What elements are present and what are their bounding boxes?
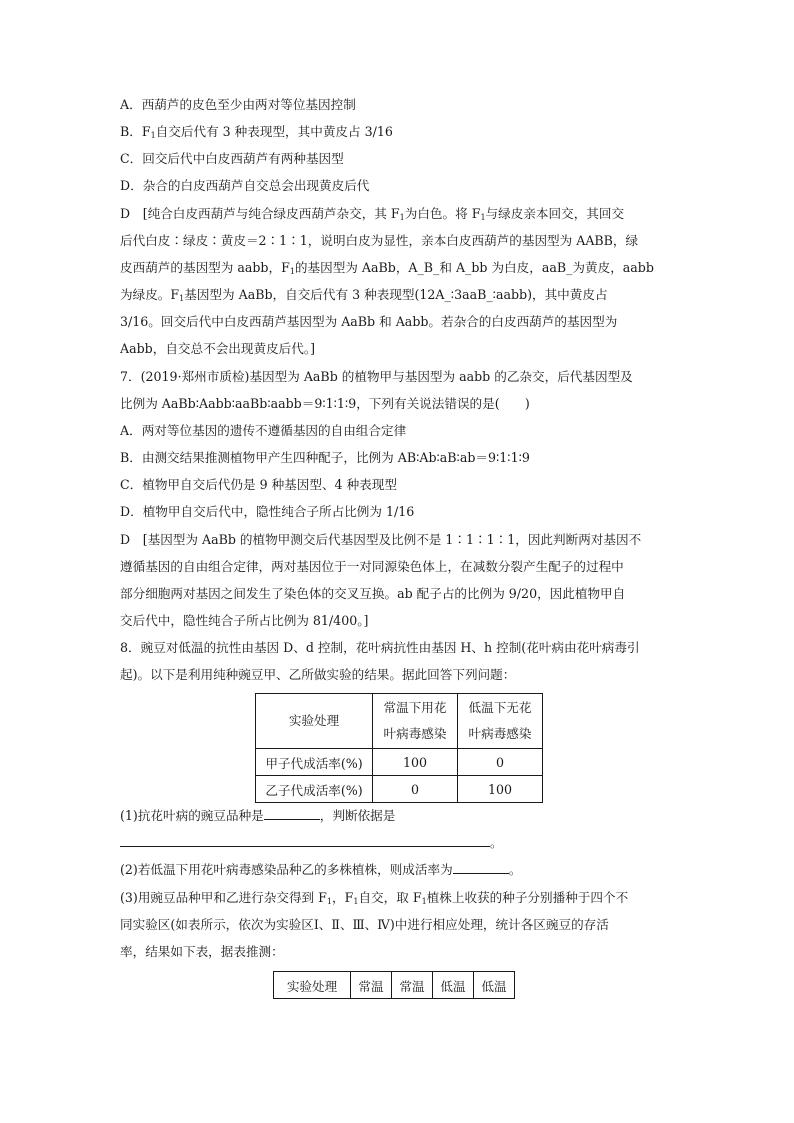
experiment-result-table — [255, 693, 543, 803]
q8-sub1-cont: 。 — [120, 833, 680, 853]
q7-answer-line: 部分细胞两对基因之间发生了染色体的交叉互换。ab 配子占的比例为 9/20，因此植物甲自 — [120, 586, 626, 601]
q6-answer-line: 后代白皮∶绿皮∶黄皮＝2∶1∶1，说明白皮为显性，亲本白皮西葫芦的基因型为 AABB，绿 — [120, 233, 639, 248]
table-cell: 0 — [373, 776, 458, 803]
q7-option-d: D．植物甲自交后代中，隐性纯合子所占比例为 1/16 — [120, 504, 415, 519]
table-header-cell: 常温下用花 叶病毒感染 — [373, 694, 458, 749]
answer-blank[interactable] — [264, 806, 320, 820]
table-cell: 甲子代成活率(%) — [256, 749, 373, 776]
q8-sub2: (2)若低温下用花叶病毒感染品种乙的多株植株，则成活率为 。 — [120, 862, 522, 877]
table-cell: 0 — [458, 749, 543, 776]
table-row — [256, 749, 543, 776]
table-cell: 常温 — [392, 972, 433, 999]
q8-sub3-line: (3)用豌豆品种甲和乙进行杂交得到 $F_1$，$F_1$自交，取 $F_1$植株上收获的种子分别播种于四个不 — [120, 890, 629, 906]
q6-answer-line: 皮西葫芦的基因型为 aabb，$F_1$的基因型为 AaBb，A_B_和 A_bb 为白皮，aaB_为黄皮，aabb — [120, 260, 654, 276]
q8-sub1: (1)抗花叶病的豌豆品种是 ，判断依据是 — [120, 808, 396, 823]
q6-option-d: D．杂合的白皮西葫芦自交总会出现黄皮后代 — [120, 178, 370, 193]
q8-sub3-line: 率，结果如下表，据表推测： — [120, 944, 284, 959]
q8-stem-line: 8．豌豆对低温的抗性由基因 D、d 控制，花叶病抗性由基因 H、h 控制(花叶病由花叶病毒引 — [120, 640, 640, 655]
q7-answer-line: 遵循基因的自由组合定律，两对基因位于一对同源染色体上，在减数分裂产生配子的过程中 — [120, 559, 624, 574]
q7-stem-line: 比例为 AaBb∶Aabb∶aaBb∶aabb＝9∶1∶1∶9，下列有关说法错误的是( ) — [120, 396, 530, 411]
q6-answer-line: 3/16。回交后代中白皮西葫芦基因型为 AaBb 和 Aabb。若杂合的白皮西葫芦的基因型为 — [120, 314, 618, 329]
q6-option-c: C．回交后代中白皮西葫芦有两种基因型 — [120, 151, 344, 166]
q7-option-a: A．两对等位基因的遗传不遵循基因的自由组合定律 — [120, 423, 407, 438]
q7-answer-line: D [基因型为 AaBb 的植物甲测交后代基因型及比例不是 1∶1∶1∶1，因此判断两对基因不 — [120, 532, 642, 547]
q7-option-c: C．植物甲自交后代仍是 9 种基因型、4 种表现型 — [120, 477, 397, 492]
q8-sub3-line: 同实验区(如表所示，依次为实验区Ⅰ、Ⅱ、Ⅲ、Ⅳ)中进行相应处理，统计各区豌豆的存活 — [120, 917, 609, 932]
q7-stem-line: 7．(2019·郑州市质检)基因型为 AaBb 的植物甲与基因型为 aabb 的乙杂交，后代基因型及 — [120, 369, 633, 384]
q8-stem-line: 起)。以下是利用纯种豌豆甲、乙所做实验的结果。据此回答下列问题： — [120, 667, 516, 682]
q6-answer-line: Aabb，自交总不会出现黄皮后代。] — [120, 341, 316, 356]
answer-blank[interactable] — [120, 833, 490, 847]
table-cell: 乙子代成活率(%) — [256, 776, 373, 803]
table-header-row — [256, 694, 543, 749]
q7-option-b: B．由测交结果推测植物甲产生四种配子，比例为 AB∶Ab∶aB∶ab＝9∶1∶1∶9 — [120, 450, 530, 465]
table-row — [256, 776, 543, 803]
table-cell: 低温 — [474, 972, 515, 999]
answer-blank[interactable] — [453, 860, 509, 874]
q6-answer-line: D [纯合白皮西葫芦与纯合绿皮西葫芦杂交，其 $F_1$为白色。将 $F_1$与绿皮亲本回交，其回交 — [120, 206, 625, 222]
q6-option-a: A．西葫芦的皮色至少由两对等位基因控制 — [120, 97, 356, 112]
table-cell: 100 — [373, 749, 458, 776]
table-header-cell: 实验处理 — [256, 694, 373, 749]
q6-option-b: B．$F_1$自交后代有 3 种表现型，其中黄皮占 3/16 — [120, 124, 393, 140]
table-cell: 低温 — [433, 972, 474, 999]
experiment-zone-table — [273, 971, 515, 999]
table-header-cell: 低温下无花 叶病毒感染 — [458, 694, 543, 749]
q6-answer-line: 为绿皮。$F_1$基因型为 AaBb，自交后代有 3 种表现型(12A_∶3aaB_∶aabb)，其中黄皮占 — [120, 287, 608, 303]
table-cell: 实验处理 — [274, 972, 351, 999]
table-cell: 常温 — [351, 972, 392, 999]
q7-answer-line: 交后代中，隐性纯合子所占比例为 81/400。] — [120, 613, 369, 628]
table-cell: 100 — [458, 776, 543, 803]
table-row — [274, 972, 515, 999]
